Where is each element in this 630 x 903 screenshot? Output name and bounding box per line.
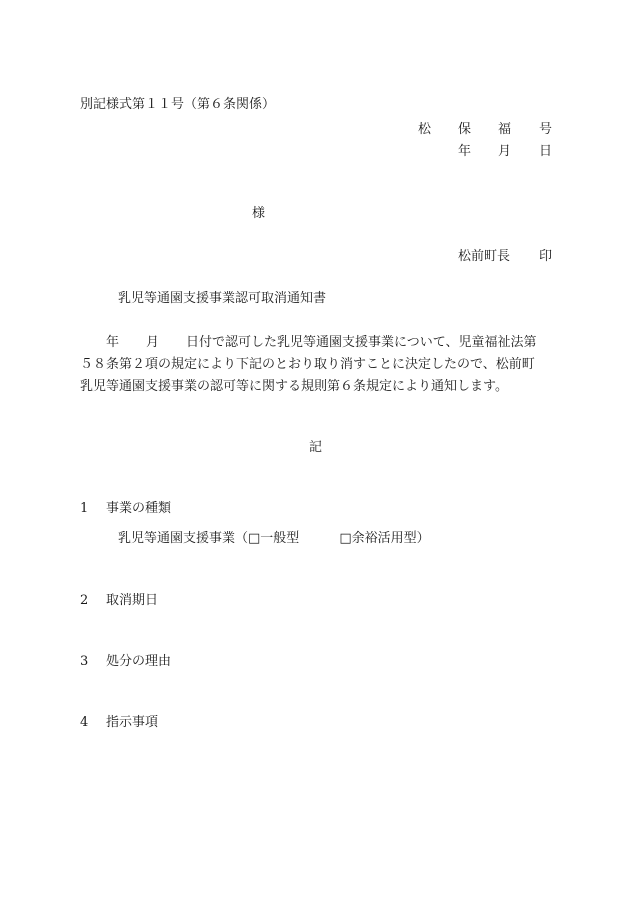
item-1 [80, 501, 171, 517]
document-date [456, 140, 553, 159]
document-number [418, 118, 553, 137]
date-year: 年 [458, 144, 472, 159]
business-type-suffix: ） [416, 531, 430, 546]
item-label: 取消期日 [106, 593, 159, 608]
body-year: 年 [106, 335, 120, 350]
item-3 [80, 654, 171, 670]
item-number: 1 [80, 501, 89, 516]
item-4 [80, 715, 158, 731]
item-label: 事業の種類 [106, 501, 172, 516]
body-line-1 [80, 335, 550, 351]
body-line-2: ５８条第２項の規定により下記のとおり取り消すことに決定したので、松前町 [80, 357, 535, 372]
option-general: □一般型 [248, 531, 300, 546]
doc-number-char: 号 [539, 122, 553, 137]
form-label: 別記様式第１１号（第６条関係） [80, 97, 276, 112]
doc-number-char: 松 [418, 122, 432, 137]
item-label: 指示事項 [106, 715, 159, 730]
item-number: 2 [80, 593, 89, 608]
issuer-name: 松前町長 [458, 249, 511, 264]
issuer-seal: 印 [539, 249, 553, 264]
ki-heading: 記 [309, 440, 323, 455]
date-day: 日 [539, 144, 553, 159]
option-surplus: □余裕活用型 [339, 531, 417, 546]
doc-number-char: 福 [498, 122, 512, 137]
recipient-suffix: 様 [252, 206, 266, 221]
body-line-3: 乳児等通園支援事業の認可等に関する規則第６条規定により通知します。 [80, 379, 508, 394]
body-line-1-text: 日付で認可した乳児等通園支援事業について、児童福祉法第 [186, 335, 537, 350]
item-number: 3 [80, 654, 89, 669]
business-type-line [118, 531, 430, 547]
body-month: 月 [146, 335, 160, 350]
document-title: 乳児等通園支援事業認可取消通知書 [118, 291, 327, 306]
item-number: 4 [80, 715, 89, 730]
date-month: 月 [498, 144, 512, 159]
item-2 [80, 593, 158, 609]
item-label: 処分の理由 [106, 654, 172, 669]
business-type-prefix: 乳児等通園支援事業（ [118, 531, 249, 546]
doc-number-char: 保 [458, 122, 472, 137]
